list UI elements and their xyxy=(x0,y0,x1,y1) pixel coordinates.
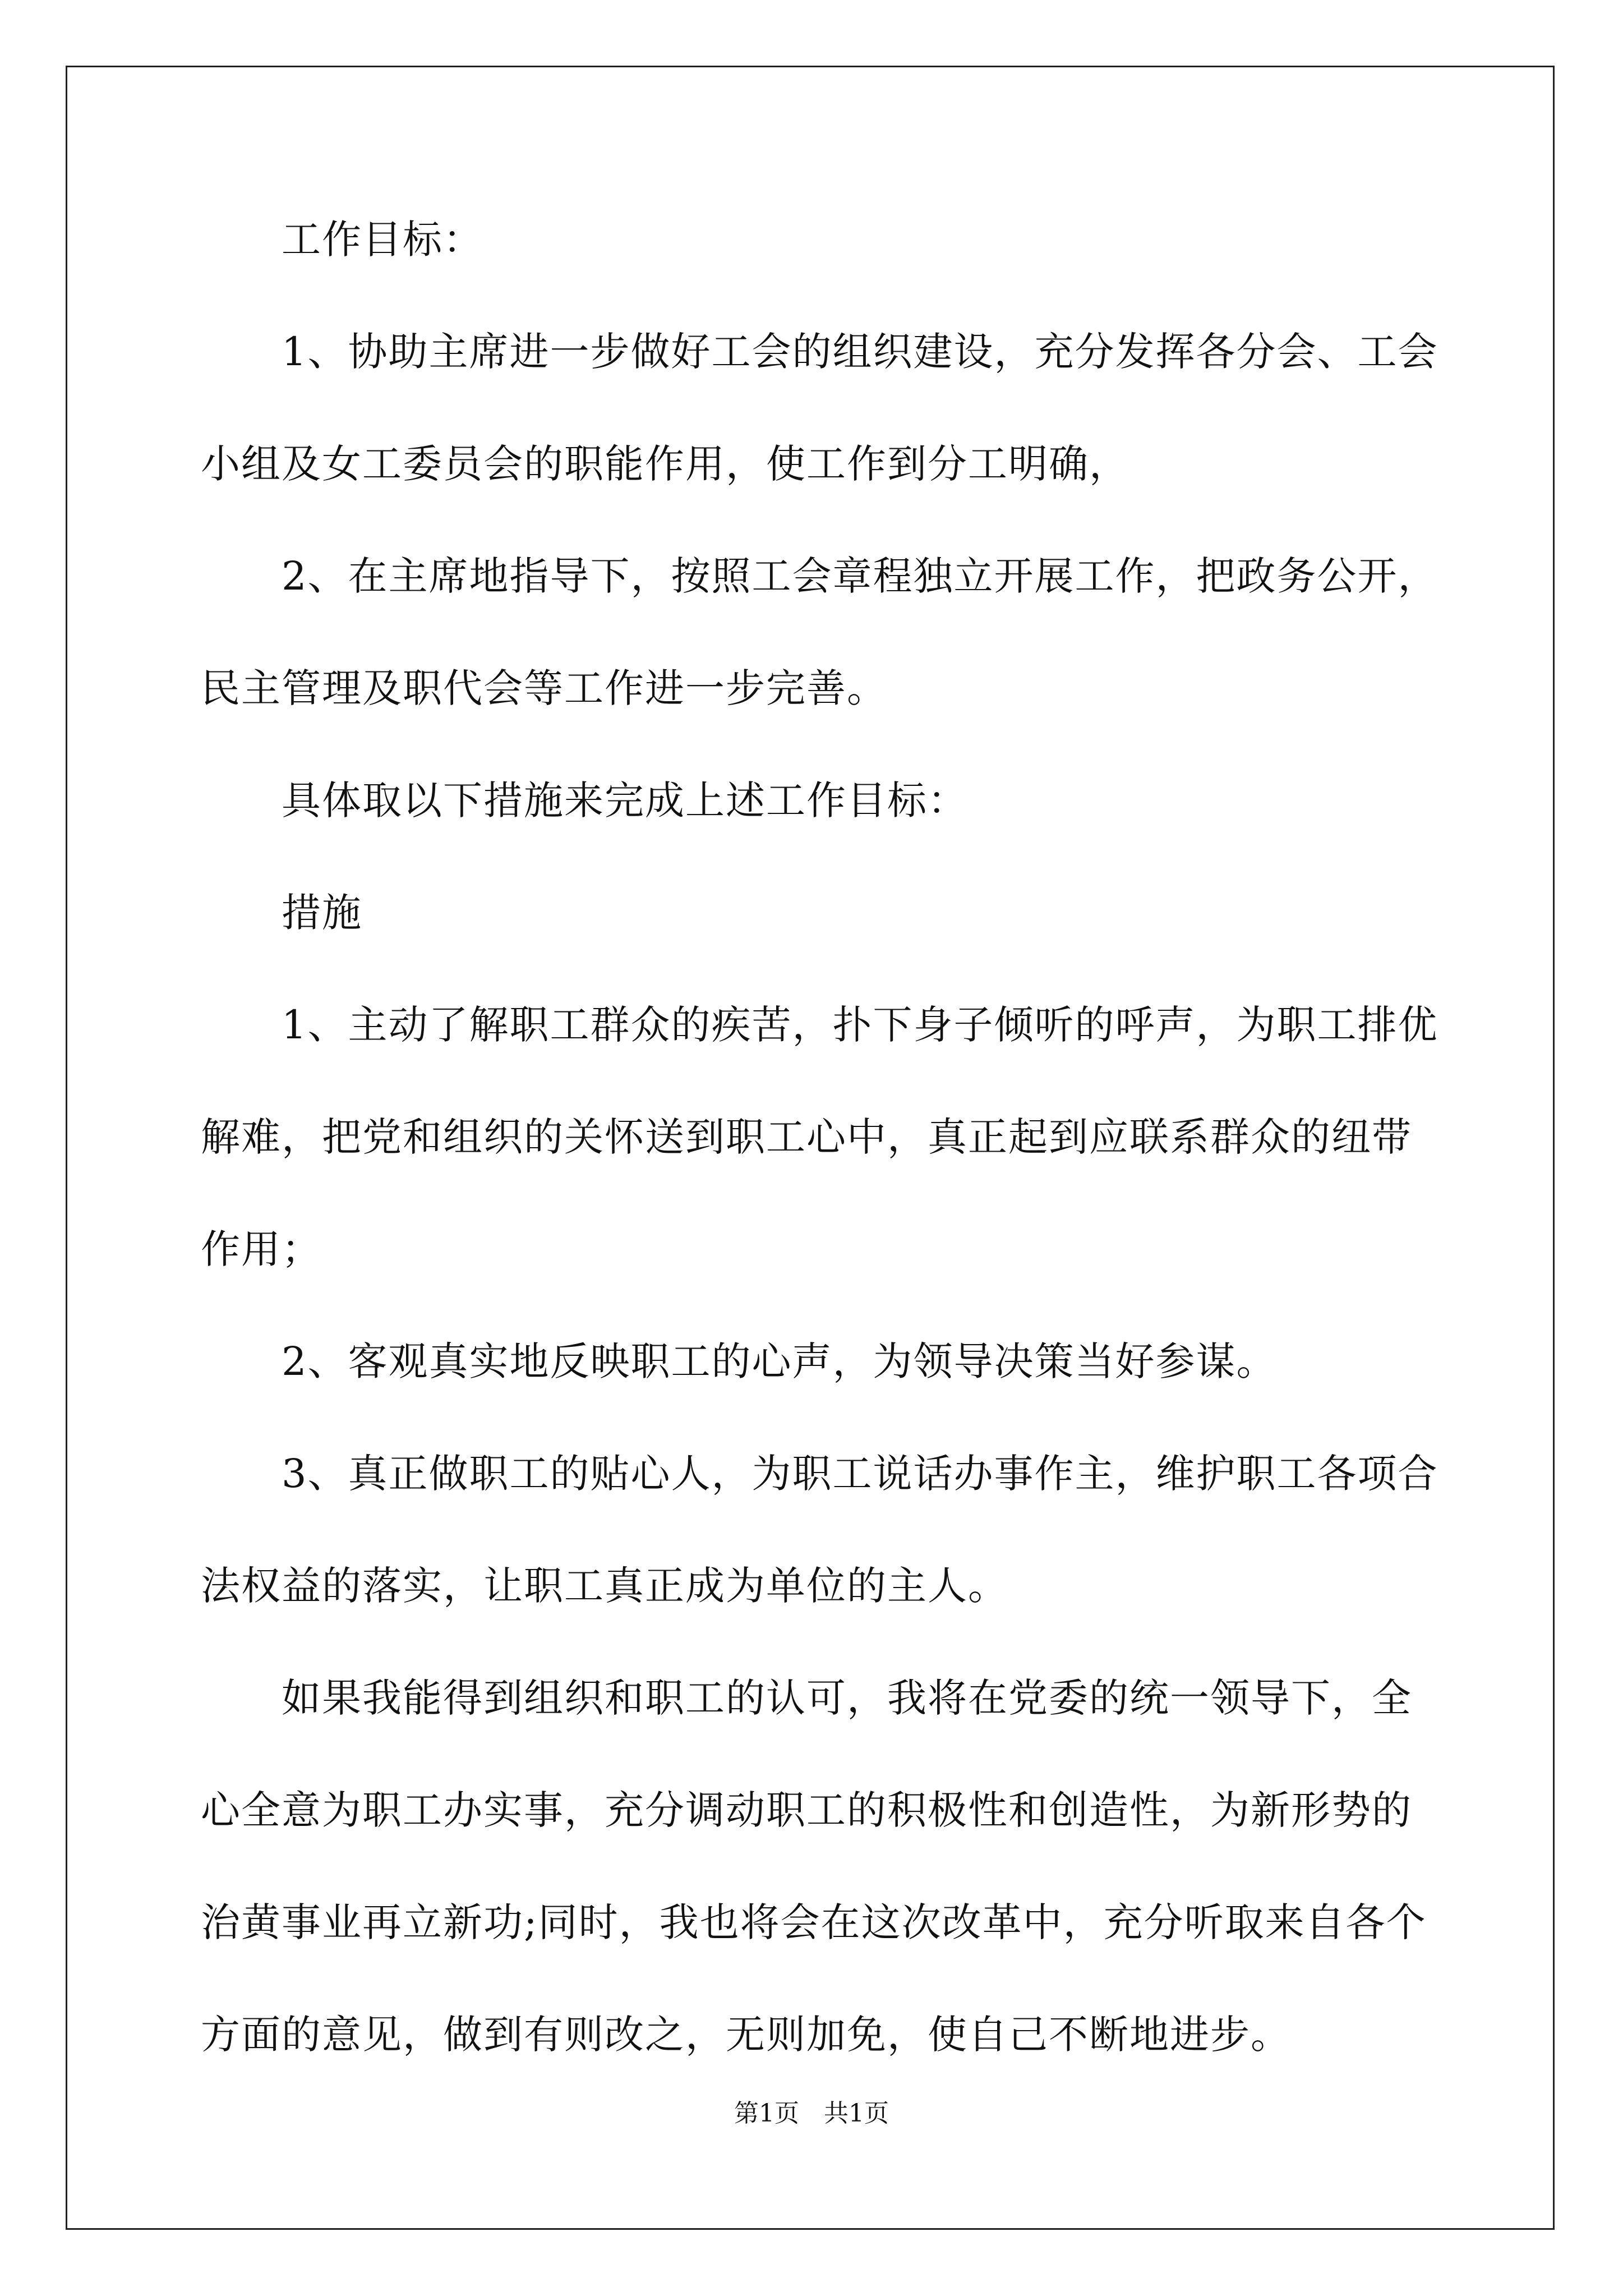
page-number-footer: 第1页 共1页 xyxy=(734,2099,889,2128)
paragraph-line: 小组及女工委员会的职能作用，使工作到分工明确， xyxy=(201,441,1129,487)
paragraph-line: 作用； xyxy=(201,1226,322,1272)
paragraph-line: 如果我能得到组织和职工的认可，我将在党委的统一领导下，全 xyxy=(282,1675,1412,1721)
paragraph-line: 心全意为职工办实事，充分调动职工的积极性和创造性，为新形势的 xyxy=(201,1787,1412,1833)
paragraph-line: 具体取以下措施来完成上述工作目标： xyxy=(282,777,968,823)
paragraph-line: 1、主动了解职工群众的疾苦，扑下身子倾听的呼声，为职工排优 xyxy=(282,1002,1438,1048)
paragraph-line: 方面的意见，做到有则改之，无则加免，使自己不断地进步。 xyxy=(201,2012,1291,2058)
paragraph-line: 2、在主席地指导下，按照工会章程独立开展工作，把政务公开， xyxy=(282,553,1438,599)
paragraph-line: 法权益的落实，让职工真正成为单位的主人。 xyxy=(201,1563,1008,1609)
paragraph-line: 民主管理及职代会等工作进一步完善。 xyxy=(201,665,887,711)
section-heading-goals: 工作目标： xyxy=(282,217,483,263)
paragraph-line: 2、客观真实地反映职工的心声，为领导决策当好参谋。 xyxy=(282,1338,1277,1384)
paragraph-line: 3、真正做职工的贴心人，为职工说话办事作主，维护职工各项合 xyxy=(282,1451,1438,1497)
section-heading-measures: 措施 xyxy=(282,890,362,936)
paragraph-line: 1、协助主席进一步做好工会的组织建设，充分发挥各分会、工会 xyxy=(282,329,1438,375)
paragraph-line: 治黄事业再立新功;同时，我也将会在这次改革中，充分听取来自各个 xyxy=(201,1899,1427,1945)
paragraph-line: 解难，把党和组织的关怀送到职工心中，真正起到应联系群众的纽带 xyxy=(201,1114,1412,1160)
